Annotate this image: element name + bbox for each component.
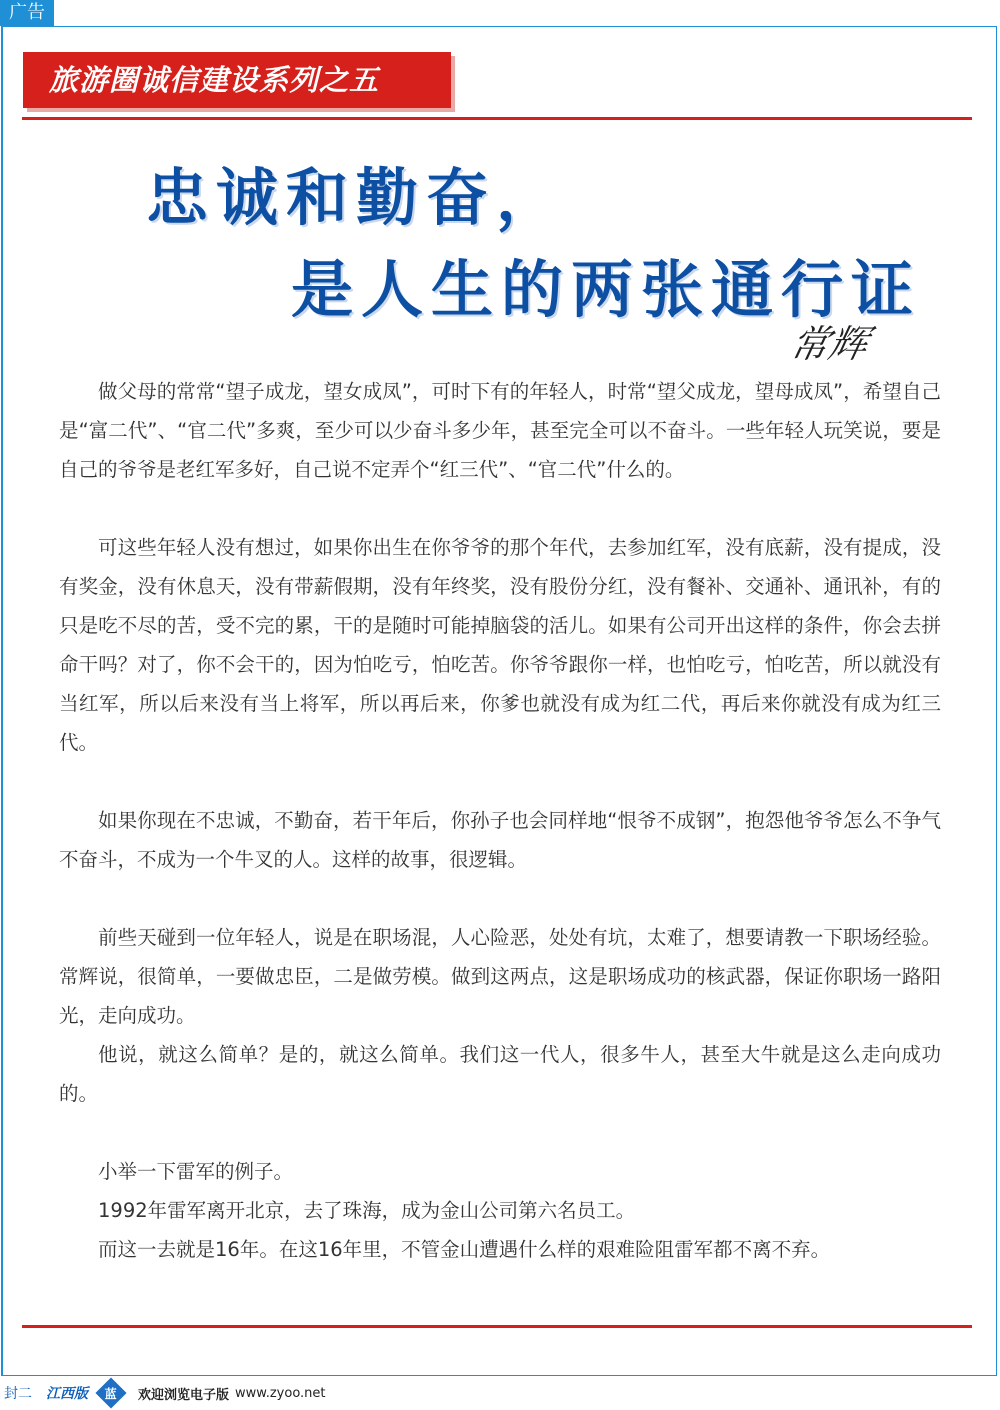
page-footer — [0, 1376, 1000, 1410]
promo-text: 欢迎浏览电子版 — [138, 1387, 230, 1403]
brand-logo-icon — [95, 1377, 126, 1408]
article-paragraph: 做父母的常常“望子成龙，望女成凤”，可时下有的年轻人，时常“望父成龙，望母成凤”，希望自己是“富二代”、“官二代”多爽，至少可以少奋斗多少年，甚至完全可以不奋斗。一些年轻人玩笑说，要是自己的爷爷是老红军多好，自己说不定弄个“红三代”、“官二代”什么的。 — [59, 380, 941, 481]
website-link[interactable]: www.zyoo.net — [235, 1385, 326, 1401]
article-paragraph: 如果你现在不忠诚，不勤奋，若干年后，你孙子也会同样地“恨爷不成钢”，抱怨他爷爷怎么不争气不奋斗，不成为一个牛叉的人。这样的故事，很逻辑。 — [59, 809, 941, 871]
article-body — [59, 372, 941, 1269]
brand-logo-char: 蓝 — [104, 1386, 118, 1401]
article-paragraph: 小举一下雷军的例子。 — [98, 1160, 294, 1183]
article-paragraph: 可这些年轻人没有想过，如果你出生在你爷爷的那个年代，去参加红军，没有底薪，没有提成，没有奖金，没有休息天，没有带薪假期，没有年终奖，没有股份分红，没有餐补、交通补、通讯补，有的只是吃不尽的苦，受不完的累，干的是随时可能掉脑袋的活儿。如果有公司开出这样的条件，你会去拼命干吗？对了，你不会干的，因为怕吃亏，怕吃苦。你爷爷跟你一样，也怕吃亏，怕吃苦，所以就没有当红军，所以后来没有当上将军，所以再后来，你爹也就没有成为红二代，再后来你就没有成为红三代。 — [59, 536, 941, 754]
ad-label: 广告 — [0, 0, 54, 26]
article-paragraph: 而这一去就是16年。在这16年里，不管金山遭遇什么样的艰难险阻雷军都不离不弃。 — [98, 1238, 831, 1261]
article-paragraph: 1992年雷军离开北京，去了珠海，成为金山公司第六名员工。 — [98, 1199, 636, 1222]
article-title-line2: 是人生的两张通行证 — [291, 253, 922, 326]
edition-label: 江西版 — [46, 1386, 88, 1402]
top-divider — [22, 117, 972, 120]
bottom-divider — [22, 1325, 972, 1328]
article-paragraph: 他说，就这么简单？是的，就这么简单。我们这一代人，很多牛人，甚至大牛就是这么走向成功的。 — [59, 1043, 941, 1105]
article-title-line1: 忠诚和勤奋， — [146, 161, 567, 234]
author-signature: 常辉 — [786, 322, 872, 366]
page-number-label: 封二 — [4, 1386, 32, 1402]
series-title-banner: 旅游圈诚信建设系列之五 — [23, 52, 451, 108]
article-paragraph: 前些天碰到一位年轻人，说是在职场混，人心险恶，处处有坑，太难了，想要请教一下职场经验。常辉说，很简单，一要做忠臣，二是做劳模。做到这两点，这是职场成功的核武器，保证你职场一路阳光，走向成功。 — [59, 926, 941, 1027]
